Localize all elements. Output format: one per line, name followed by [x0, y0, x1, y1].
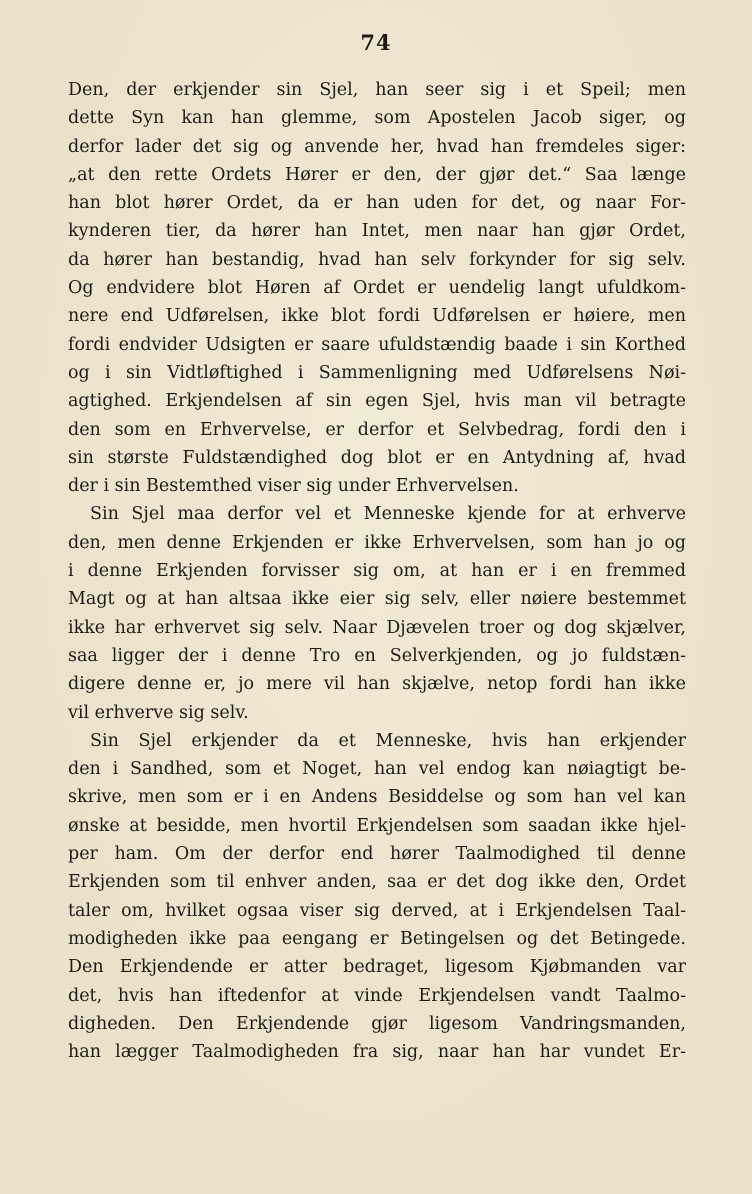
text-line: Erkjenden som til enhver anden, saa er det dog ikke den, Ordet	[68, 872, 686, 893]
text-line: dette Syn kan han glemme, som Apostelen Jacob siger, og	[68, 108, 686, 129]
text-line: og i sin Vidtløftighed i Sammenligning med Udførelsens Nøi-	[68, 362, 686, 383]
text-line: derfor lader det sig og anvende her, hvad han fremdeles siger:	[68, 136, 686, 157]
text-line: taler om, hvilket ogsaa viser sig derved, at i Erkjendelsen Taal-	[68, 900, 686, 921]
text-line: Sin Sjel erkjender da et Menneske, hvis han erkjender	[90, 730, 686, 751]
text-line: per ham. Om der derfor end hører Taalmodighed til denne	[68, 844, 686, 865]
text-line: ønske at besidde, men hvortil Erkjendelsen som saadan ikke hjel-	[68, 815, 686, 836]
text-line: det, hvis han iftedenfor at vinde Erkjendelsen vandt Taalmo-	[68, 985, 686, 1006]
text-line: Den Erkjendende er atter bedraget, ligesom Kjøbmanden var	[68, 957, 686, 978]
text-line: nere end Udførelsen, ikke blot fordi Udførelsen er høiere, men	[68, 306, 686, 327]
text-line: sin største Fuldstændighed dog blot er en Antydning af, hvad	[68, 447, 686, 468]
text-line: han blot hører Ordet, da er han uden for det, og naar For-	[68, 193, 686, 214]
text-line: skrive, men som er i en Andens Besiddelse og som han vel kan	[68, 787, 686, 808]
text-line: da hører han bestandig, hvad han selv forkynder for sig selv.	[68, 249, 686, 270]
text-line: i denne Erkjenden forvisser sig om, at han er i en fremmed	[68, 561, 686, 582]
text-line: „at den rette Ordets Hører er den, der gjør det.“ Saa længe	[68, 164, 686, 185]
text-line: kynderen tier, da hører han Intet, men naar han gjør Ordet,	[68, 221, 686, 242]
text-line: den, men denne Erkjenden er ikke Erhvervelsen, som han jo og	[68, 532, 686, 553]
body-text	[68, 76, 686, 1066]
text-line: saa ligger der i denne Tro en Selverkjenden, og jo fuldstæn-	[68, 645, 686, 666]
text-line: den i Sandhed, som et Noget, han vel endog kan nøiagtigt be-	[68, 759, 686, 780]
text-line: Magt og at han altsaa ikke eier sig selv, eller nøiere bestemmet	[68, 589, 686, 610]
text-line: den som en Erhvervelse, er derfor et Selvbedrag, fordi den i	[68, 419, 686, 440]
text-line: der i sin Bestemthed viser sig under Erhvervelsen.	[68, 476, 519, 497]
text-line: modigheden ikke paa eengang er Betingelsen og det Betingede.	[68, 928, 686, 949]
text-line: digheden. Den Erkjendende gjør ligesom Vandringsmanden,	[68, 1013, 686, 1034]
text-line: han lægger Taalmodigheden fra sig, naar han har vundet Er-	[68, 1042, 686, 1063]
text-line: Den, der erkjender sin Sjel, han seer sig i et Speil; men	[68, 80, 686, 100]
page-number: 74	[360, 30, 392, 55]
text-line: fordi endvider Udsigten er saare ufuldstændig baade i sin Korthed	[68, 334, 686, 355]
text-line: ikke har erhvervet sig selv. Naar Djævelen troer og dog skjælver,	[68, 617, 686, 638]
text-line: digere denne er, jo mere vil han skjælve, netop fordi han ikke	[68, 674, 686, 695]
text-line: vil erhverve sig selv.	[68, 702, 249, 723]
text-line: Sin Sjel maa derfor vel et Menneske kjende for at erhverve	[90, 504, 686, 525]
text-line: Og endvidere blot Høren af Ordet er uendelig langt ufuldkom-	[68, 278, 686, 299]
text-line: agtighed. Erkjendelsen af sin egen Sjel, hvis man vil betragte	[68, 391, 686, 412]
